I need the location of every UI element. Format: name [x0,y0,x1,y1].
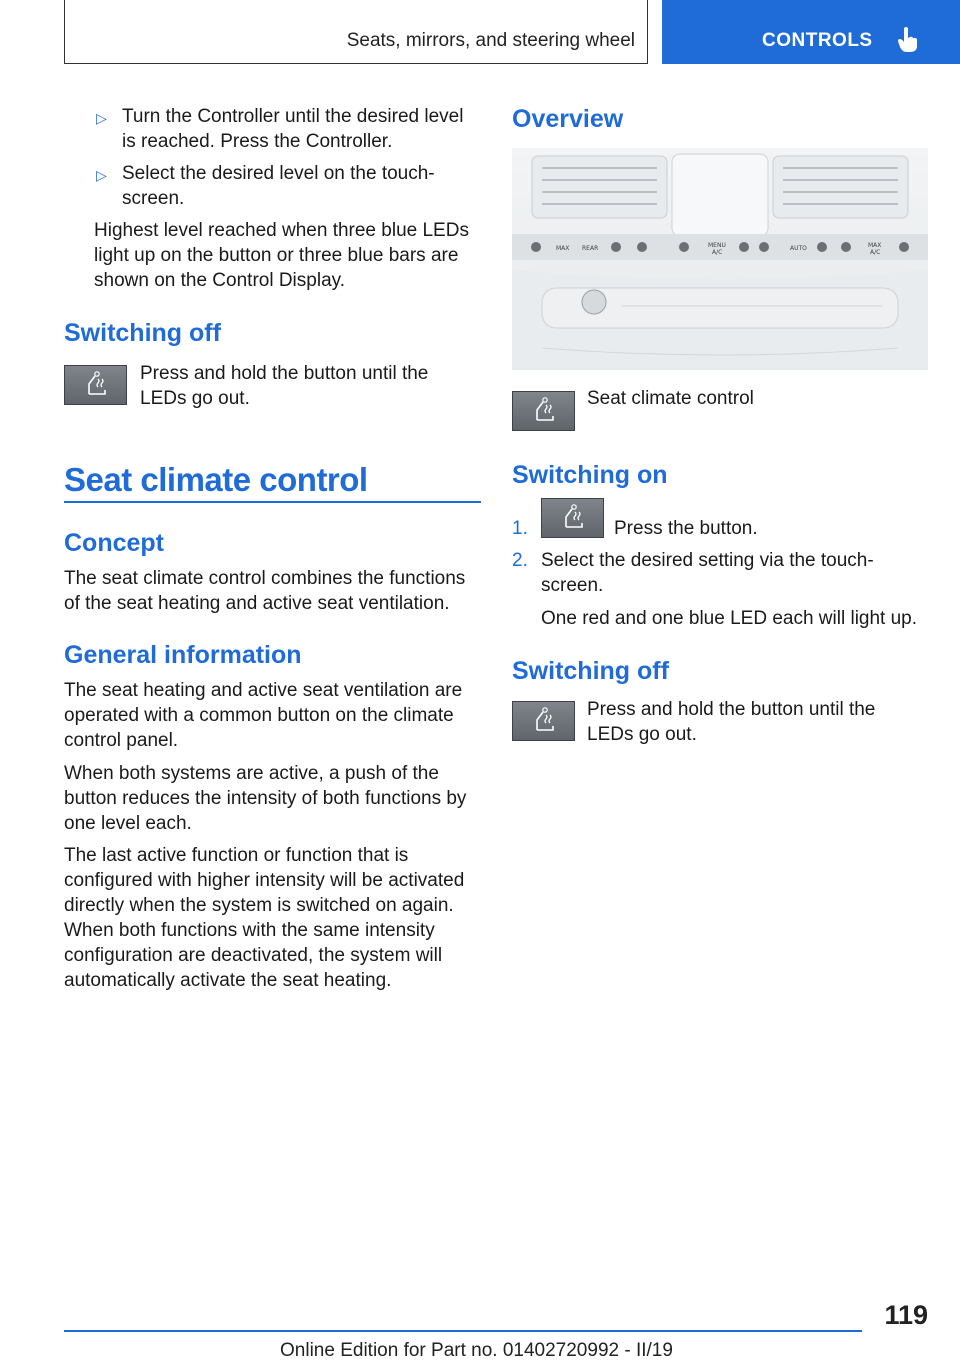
panel-label: A/C [870,249,881,256]
icon-caption: Seat climate control [587,388,754,409]
climate-panel-illustration [512,148,928,370]
switching-off-text-right: Press and hold the button until the LEDs go out. [587,699,876,745]
concept-heading: Concept [64,529,164,557]
panel-label: A/C [712,249,723,256]
seat-climate-control-heading: Seat climate control [64,461,368,498]
panel-label: MENU [708,242,726,249]
seat-climate-button-icon [541,498,604,538]
panel-label: MAX [556,245,570,252]
concept-text: The seat climate control combines the functions of the seat heating and active seat ventilation. [64,568,466,614]
step-number: 2. [512,550,528,571]
general-paragraph-2: When both systems are active, a push of the button reduces the intensity of both functions by one level each. [64,763,467,834]
general-paragraph-1: The seat heating and active seat ventilation are operated with a common button on the climate control panel. [64,680,463,751]
header-chapter-tab[interactable] [662,0,960,64]
heading-rule [64,501,481,503]
step-number: 1. [512,518,528,539]
switching-off-heading-right: Switching off [512,657,669,685]
switching-on-heading: Switching on [512,461,668,489]
panel-label: REAR [582,245,599,252]
step-text: Press the button. [614,518,758,539]
switching-off-text-left: Press and hold the button until the LEDs go out. [140,363,429,409]
seat-climate-button-icon [64,365,127,405]
panel-label: MAX [868,242,882,249]
bullet-triangle-icon: ▷ [96,167,107,183]
footer-rule [64,1330,862,1332]
highest-level-note: Highest level reached when three blue LEDs light up on the button or three blue bars are shown on the Control Display. [94,220,469,291]
overview-heading: Overview [512,105,624,133]
header-section-title: Seats, mirrors, and steering wheel [346,30,635,51]
general-information-heading: General information [64,641,302,669]
general-paragraph-3: The last active function or function that is configured with higher intensity will be activated directly when the system is switched on again. When both functions with the same intensity configuration are deactivated, the system will automatically activate the seat heating. [64,845,465,991]
step-text: Select the desired setting via the touch-screen. [541,550,874,596]
bullet-triangle-icon: ▷ [96,110,107,126]
step-note: One red and one blue LED each will light up. [541,608,918,629]
bullet-item: Turn the Controller until the desired level is reached. Press the Controller. [122,106,464,152]
switching-off-heading-left: Switching off [64,319,221,347]
bullet-item: Select the desired level on the touch-screen. [122,163,435,209]
footer-edition: Online Edition for Part no. 01402720992 - II/19 [280,1340,673,1361]
seat-climate-button-icon [512,701,575,741]
seat-climate-button-icon [512,391,575,431]
header-section-box [64,0,648,64]
pointing-hand-icon [896,26,920,54]
header-chapter-label: CONTROLS [762,30,873,51]
page-number: 119 [884,1300,928,1330]
panel-label: AUTO [790,245,807,252]
